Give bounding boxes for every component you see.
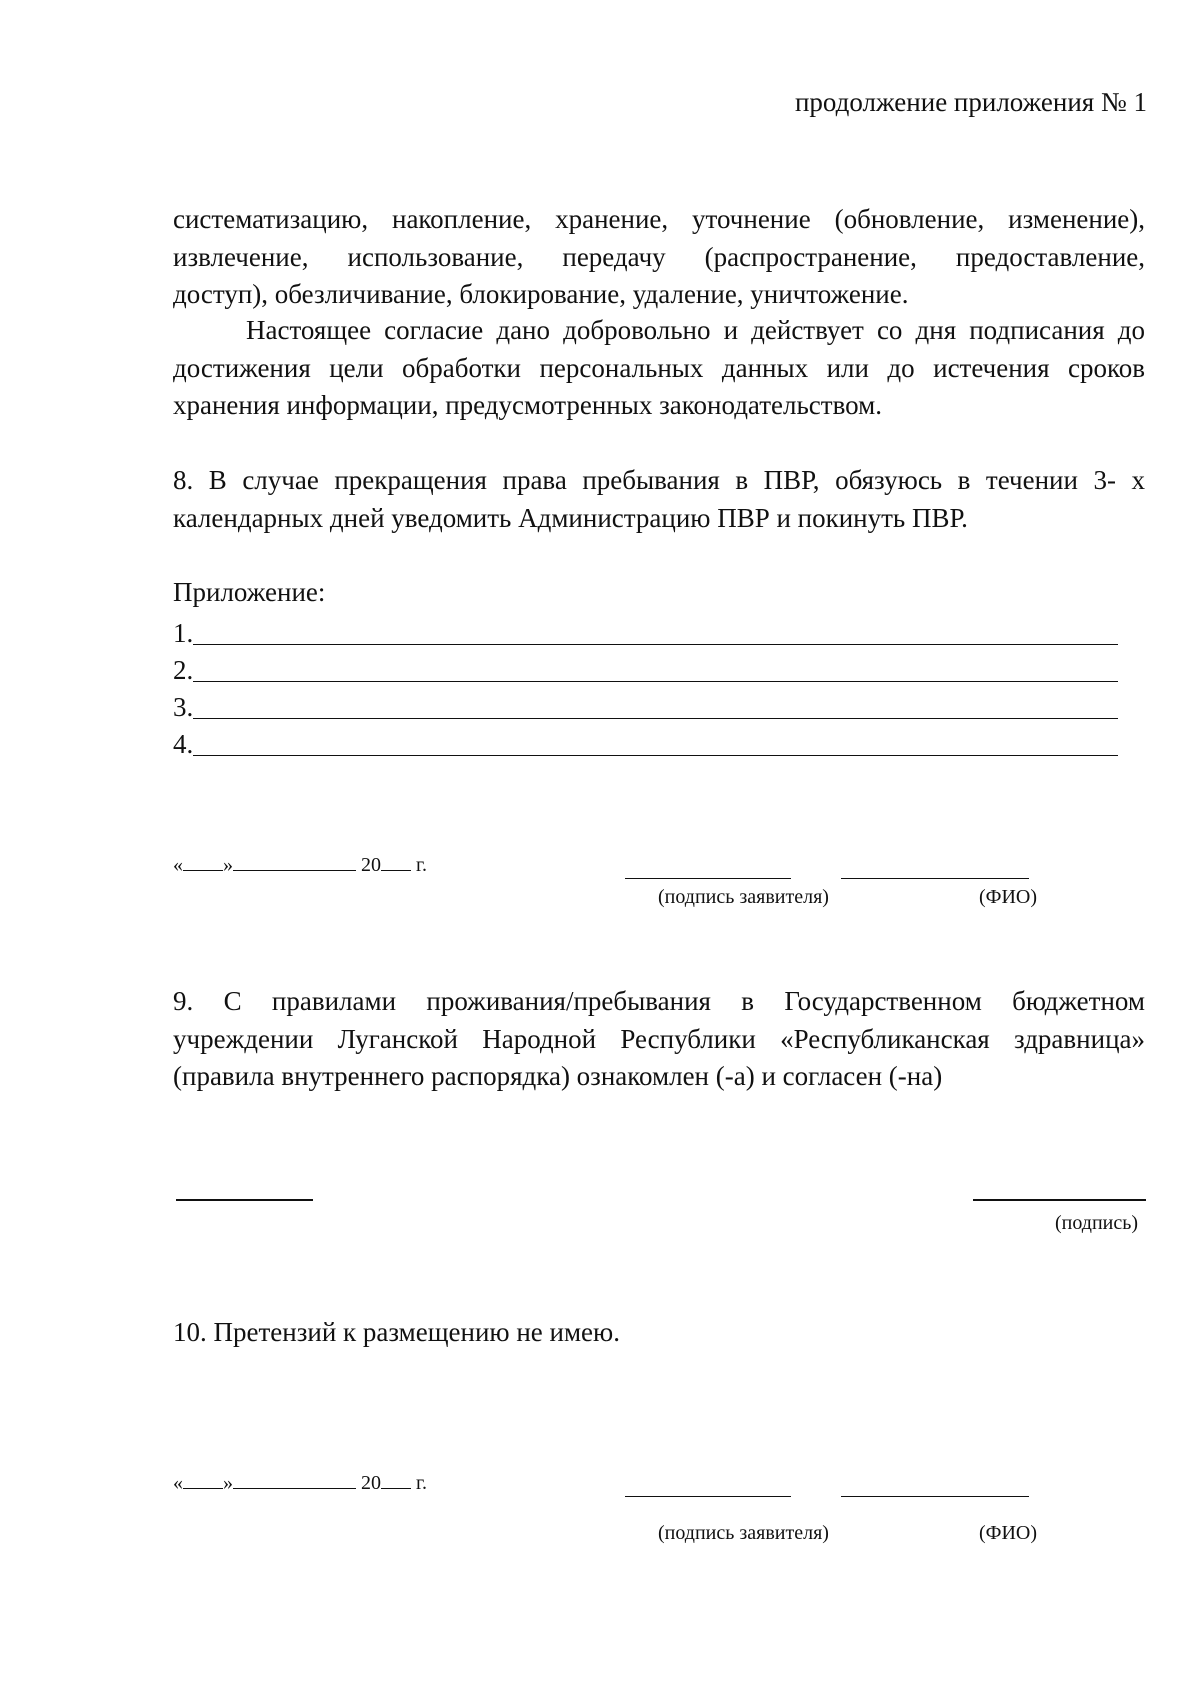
- close-quote: »: [223, 854, 233, 876]
- appendix-item-number: 2.: [173, 655, 194, 685]
- paragraph-line: систематизацию, накопление, хранение, уточнение (обновление, изменение),: [173, 204, 1145, 234]
- applicant-name-line[interactable]: [841, 877, 1029, 879]
- open-quote: «: [173, 1472, 183, 1494]
- appendix-item[interactable]: [173, 686, 1118, 722]
- paragraph-data-processing-continued: [173, 201, 1145, 314]
- applicant-name-caption: (ФИО): [979, 886, 1038, 908]
- paragraph-line: (правила внутреннего распорядка) ознакомлен (-а) и согласен (-на): [173, 1061, 943, 1091]
- appendix-item-number: 1.: [173, 618, 194, 648]
- appendix-item-number: 4.: [173, 729, 194, 759]
- paragraph-line: 8. В случае прекращения права пребывания в ПВР, обязуюсь в течении 3- х: [173, 465, 1145, 495]
- paragraph-line: извлечение, использование, передачу (распространение, предоставление,: [173, 241, 1145, 272]
- item9-signature-caption: (подпись): [1055, 1212, 1139, 1234]
- appendix-fill-line[interactable]: [193, 718, 1118, 719]
- month-blank[interactable]: [233, 852, 356, 871]
- year-blank[interactable]: [381, 852, 411, 871]
- page-header-continuation: продолжение приложения № 1: [794, 87, 1147, 117]
- paragraph-line: учреждении Луганской Народной Республики «Республиканская здравница»: [173, 1023, 1145, 1054]
- date-field[interactable]: [173, 852, 427, 877]
- open-quote: «: [173, 854, 183, 876]
- close-quote: »: [223, 1472, 233, 1494]
- item9-right-signature-line[interactable]: [973, 1199, 1146, 1201]
- paragraph-line: хранения информации, предусмотренных законодательством.: [173, 390, 882, 420]
- appendix-title: Приложение:: [173, 577, 326, 607]
- applicant-signature-caption: (подпись заявителя): [658, 886, 829, 908]
- applicant-signature-caption: (подпись заявителя): [658, 1522, 829, 1544]
- paragraph-item-9: [173, 983, 1145, 1096]
- month-blank[interactable]: [233, 1470, 356, 1489]
- appendix-fill-line[interactable]: [193, 644, 1118, 645]
- paragraph-line: 10. Претензий к размещению не имею.: [173, 1317, 620, 1347]
- paragraph-consent-validity: [173, 312, 1145, 425]
- year-prefix: 20: [361, 854, 381, 876]
- date-field[interactable]: [173, 1470, 427, 1495]
- paragraph-item-10: [173, 1314, 1145, 1352]
- appendix-fill-line[interactable]: [193, 755, 1118, 756]
- day-blank[interactable]: [183, 1470, 223, 1489]
- paragraph-line: 9. С правилами проживания/пребывания в Государственном бюджетном: [173, 986, 1145, 1016]
- paragraph-line: Настоящее согласие дано добровольно и действует со дня подписания до: [246, 315, 1145, 345]
- paragraph-line: доступ), обезличивание, блокирование, удаление, уничтожение.: [173, 279, 909, 309]
- paragraph-item-8: [173, 462, 1145, 537]
- year-suffix: г.: [416, 1472, 427, 1494]
- year-blank[interactable]: [381, 1470, 411, 1489]
- appendix-item-number: 3.: [173, 692, 194, 722]
- year-prefix: 20: [361, 1472, 381, 1494]
- appendix-fill-line[interactable]: [193, 681, 1118, 682]
- appendix-item[interactable]: [173, 612, 1118, 648]
- applicant-name-line[interactable]: [841, 1495, 1029, 1497]
- applicant-signature-line[interactable]: [625, 877, 791, 879]
- year-suffix: г.: [416, 854, 427, 876]
- paragraph-line: календарных дней уведомить Администрацию ПВР и покинуть ПВР.: [173, 502, 968, 533]
- day-blank[interactable]: [183, 852, 223, 871]
- paragraph-line: достижения цели обработки персональных данных или до истечения сроков: [173, 352, 1145, 383]
- appendix-item[interactable]: [173, 723, 1118, 759]
- applicant-name-caption: (ФИО): [979, 1522, 1038, 1544]
- appendix-item[interactable]: [173, 649, 1118, 685]
- applicant-signature-line[interactable]: [625, 1495, 791, 1497]
- item9-left-signature-line[interactable]: [176, 1199, 313, 1201]
